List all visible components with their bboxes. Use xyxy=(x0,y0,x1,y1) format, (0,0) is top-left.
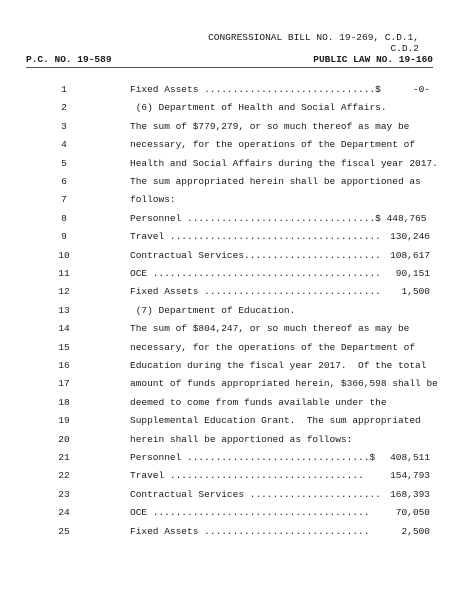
bill-line xyxy=(0,194,463,212)
line-number: 17 xyxy=(58,378,70,390)
line-number: 16 xyxy=(58,360,70,371)
line-text: Personnel ................................$ xyxy=(130,452,376,463)
line-text: deemed to come from funds available under the xyxy=(130,396,387,408)
line-text: The sum of $779,279, or so much thereof as may be xyxy=(130,120,410,132)
line-amount: 70,050 xyxy=(395,507,430,519)
line-text: Health and Social Affairs during the fiscal year 2017. xyxy=(130,157,438,169)
bill-line xyxy=(0,268,463,286)
line-amount: 108,617 xyxy=(390,249,430,261)
line-text: The sum appropriated herein shall be apportioned as xyxy=(130,176,421,187)
line-number: 1 xyxy=(61,84,67,95)
line-number: 4 xyxy=(61,139,67,151)
line-amount: 168,393 xyxy=(390,488,430,500)
line-amount: 90,151 xyxy=(395,268,430,279)
bill-line xyxy=(0,342,463,360)
line-number: 24 xyxy=(58,507,70,519)
line-number: 20 xyxy=(58,433,70,445)
line-number: 19 xyxy=(58,415,70,427)
line-number: 5 xyxy=(61,157,67,169)
line-number: 25 xyxy=(58,525,70,537)
line-number: 2 xyxy=(61,102,67,114)
line-number: 3 xyxy=(61,120,67,132)
line-amount: -0- xyxy=(412,84,430,95)
bill-line xyxy=(0,434,463,452)
line-text: follows: xyxy=(130,194,176,206)
line-text: OCE ........................................ xyxy=(130,268,381,279)
bill-line xyxy=(0,360,463,378)
bill-line xyxy=(0,176,463,194)
line-number: 8 xyxy=(61,212,67,224)
line-text: Fixed Assets ............................... xyxy=(130,286,381,298)
public-law-number: PUBLIC LAW NO. 19-160 xyxy=(313,54,433,65)
line-text: Fixed Assets ............................. xyxy=(130,525,370,537)
line-number: 22 xyxy=(58,470,70,482)
line-text: necessary, for the operations of the Department of xyxy=(130,139,416,151)
line-number: 23 xyxy=(58,488,70,500)
line-text: amount of funds appropriated herein, $366,598 shall be xyxy=(130,378,438,390)
line-text: herein shall be apportioned as follows: xyxy=(130,433,353,445)
bill-line xyxy=(0,231,463,249)
bill-number-line2: C.D.2 xyxy=(390,43,419,54)
line-number: 7 xyxy=(61,194,67,206)
pc-number: P.C. NO. 19-589 xyxy=(26,54,112,65)
bill-line xyxy=(0,507,463,525)
bill-line xyxy=(0,415,463,433)
line-number: 21 xyxy=(58,452,70,463)
bill-line xyxy=(0,378,463,396)
bill-line xyxy=(0,250,463,268)
line-number: 9 xyxy=(61,231,67,243)
bill-line xyxy=(0,452,463,470)
bill-line xyxy=(0,139,463,157)
header-rule xyxy=(26,67,433,68)
bill-line xyxy=(0,526,463,544)
line-number: 11 xyxy=(58,268,70,279)
line-number: 6 xyxy=(61,176,67,187)
bill-line xyxy=(0,286,463,304)
line-amount: 408,511 xyxy=(390,452,430,463)
line-amount: 2,500 xyxy=(401,525,430,537)
bill-line xyxy=(0,84,463,102)
line-amount: 130,246 xyxy=(390,231,430,243)
line-text: Education during the fiscal year 2017. Of the total xyxy=(130,360,427,371)
bill-line xyxy=(0,489,463,507)
bill-line xyxy=(0,305,463,323)
bill-line xyxy=(0,121,463,139)
line-amount: 1,500 xyxy=(401,286,430,298)
bill-line xyxy=(0,102,463,120)
line-text: Contractual Services ....................... xyxy=(130,488,381,500)
bill-number-line1: CONGRESSIONAL BILL NO. 19-269, C.D.1, xyxy=(208,32,419,43)
line-number: 12 xyxy=(58,286,70,298)
line-amount: 154,793 xyxy=(390,470,430,482)
bill-line xyxy=(0,158,463,176)
line-text: Travel ..................................... xyxy=(130,231,381,243)
line-text: Travel .................................. xyxy=(130,470,364,482)
line-text: Fixed Assets ..............................$ xyxy=(130,84,381,95)
line-number: 14 xyxy=(58,323,70,335)
line-number: 13 xyxy=(58,304,70,316)
line-text: Contractual Services........................ xyxy=(130,249,381,261)
bill-line xyxy=(0,397,463,415)
line-text: The sum of $804,247, or so much thereof as may be xyxy=(130,323,410,335)
bill-line xyxy=(0,323,463,341)
line-text: (7) Department of Education. xyxy=(130,304,296,316)
line-text: OCE ...................................... xyxy=(130,507,370,519)
bill-line xyxy=(0,470,463,488)
line-text: necessary, for the operations of the Department of xyxy=(130,341,416,353)
line-text: Personnel .................................$ 448,765 xyxy=(130,212,427,224)
line-text: Supplemental Education Grant. The sum appropriated xyxy=(130,415,421,427)
bill-line xyxy=(0,213,463,231)
line-number: 15 xyxy=(58,341,70,353)
line-number: 18 xyxy=(58,396,70,408)
line-text: (6) Department of Health and Social Affairs. xyxy=(130,102,387,114)
line-number: 10 xyxy=(58,249,70,261)
